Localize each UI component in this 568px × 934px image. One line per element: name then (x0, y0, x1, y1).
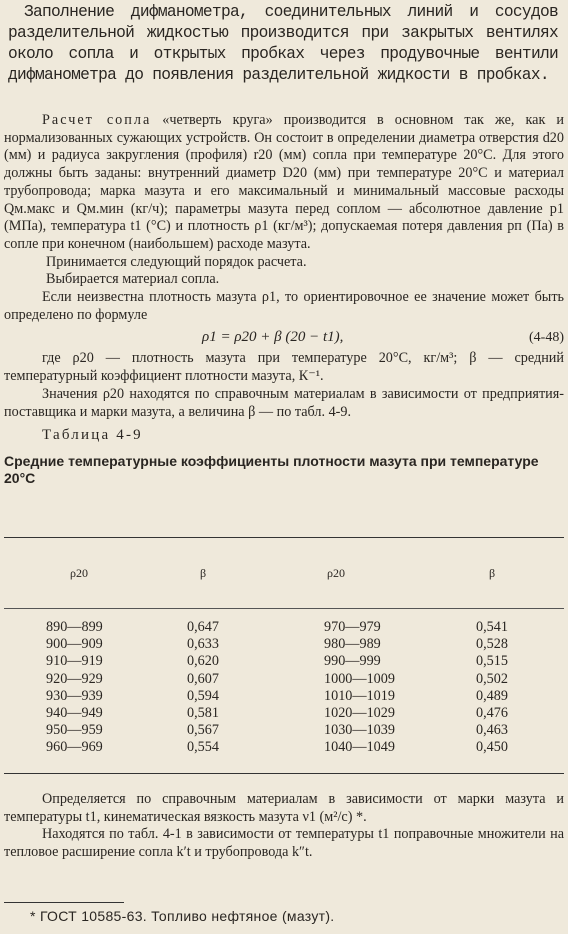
header-beta-1: β (199, 565, 207, 580)
footnote: * ГОСТ 10585-63. Топливо нефтяное (мазут). (30, 908, 335, 924)
formula-row (4, 328, 564, 350)
order-paragraph: Принимается следующий порядок расчета. (46, 253, 307, 270)
values-paragraph: Значения ρ20 находятся по справочным материалам в зависимости от предприятия-поставщика и марки мазута, а величина β — по табл. 4-9. (4, 385, 564, 420)
cell: 1000—1009 (324, 670, 395, 687)
cell: 990—999 (324, 653, 381, 670)
cell: 0,607 (187, 670, 219, 687)
cell: 0,647 (187, 619, 219, 635)
cell: 0,633 (187, 636, 219, 653)
intro-paragraph: Заполнение дифманометра, соединительных линий и сосудов разделительной жидкостью производится при закрытых вентилях около сопла и открытых пробках через продувочные вентили дифманометра до появления разделительной жидкости в пробках. (8, 3, 558, 84)
footnote-rule (4, 902, 124, 903)
formula-number: (4-48) (529, 330, 564, 346)
cell: 980—989 (324, 636, 381, 653)
main-text (4, 112, 564, 487)
post-table-text (4, 791, 564, 862)
cell: 0,620 (187, 653, 219, 670)
table-row (4, 688, 564, 705)
cell: 970—979 (324, 619, 381, 635)
table-row (4, 739, 564, 756)
nozzle-calc-paragraph (4, 112, 564, 254)
density-coefficients-table (4, 537, 564, 774)
cell: 0,594 (187, 687, 219, 704)
cell: 0,515 (476, 653, 508, 670)
density-paragraph: Если неизвестна плотность мазута ρ1, то ориентировочное ее значение может быть определено по формуле (4, 289, 564, 323)
correction-paragraph: Находятся по табл. 4-1 в зависимости от температуры t1 поправочные множители на тепловое расширение сопла k′t и трубопровода k″t. (4, 826, 564, 861)
table-title: Средние температурные коэффициенты плотности мазута при температуре 20°C (4, 452, 539, 486)
where-paragraph: где ρ20 — плотность мазута при температуре 20°C, кг/м³; β — средний температурный коэффициент плотности мазута, К⁻¹. (4, 350, 564, 385)
table-row (4, 705, 564, 722)
cell: 1010—1019 (324, 687, 395, 704)
cell: 890—899 (46, 619, 103, 635)
nozzle-calc-text: «четверть круга» производится в основном так же, как и нормализованных сужающих устройств. Он состоит в определении диаметра отверстия d20 (мм) и радиуса закругления (профиля) r20 (мм) сопла при температуре 20°C. Для этого должны быть заданы: внутренний диаметр D20 (мм) при температуре 20°C и материал трубопровода; марка мазута и его максимальный и минимальный массовые расходы Qм.макс и Qм.мин (кг/ч); параметры мазута перед соплом — абсолютное давление p1 (МПа), температура t1 (°C) и плотность ρ1 (кг/м³); допускаемая потеря давления pп (Па) в сопле при конечном (наибольшем) расходе мазута. (4, 112, 564, 252)
cell: 0,554 (187, 739, 219, 756)
table-row (4, 722, 564, 739)
cell: 1020—1029 (324, 705, 395, 722)
table-body (4, 609, 564, 773)
cell: 940—949 (46, 705, 103, 722)
cell: 1040—1049 (324, 739, 395, 756)
table-row (4, 636, 564, 653)
cell: 1030—1039 (324, 722, 395, 739)
cell: 950—959 (46, 722, 103, 739)
cell: 0,463 (476, 722, 508, 739)
table-label: Таблица 4-9 (42, 427, 143, 444)
viscosity-paragraph: Определяется по справочным материалам в зависимости от марки мазута и температуры t1, кинематическая вязкость мазута ν1 (м²/с) *. (4, 791, 564, 825)
header-beta-2: β (488, 565, 496, 580)
formula: ρ1 = ρ20 + β (20 − t1), (202, 329, 344, 346)
nozzle-calc-lead: Расчет сопла (42, 112, 152, 128)
header-rho20-1: ρ20 (70, 565, 88, 580)
material-paragraph: Выбирается материал сопла. (46, 271, 220, 288)
cell: 0,541 (476, 619, 508, 635)
cell: 0,528 (476, 636, 508, 653)
cell: 0,581 (187, 705, 219, 722)
cell: 910—919 (46, 653, 103, 670)
cell: 0,476 (476, 705, 508, 722)
table-row (4, 619, 564, 636)
table-row (4, 653, 564, 670)
cell: 0,567 (187, 722, 219, 739)
cell: 0,502 (476, 670, 508, 687)
cell: 960—969 (46, 739, 103, 756)
cell: 900—909 (46, 636, 103, 653)
cell: 930—939 (46, 687, 103, 704)
table-row (4, 671, 564, 688)
header-rho20-2: ρ20 (327, 565, 345, 580)
cell: 920—929 (46, 670, 103, 687)
cell: 0,450 (476, 739, 508, 756)
cell: 0,489 (476, 687, 508, 704)
table-header (4, 538, 564, 609)
